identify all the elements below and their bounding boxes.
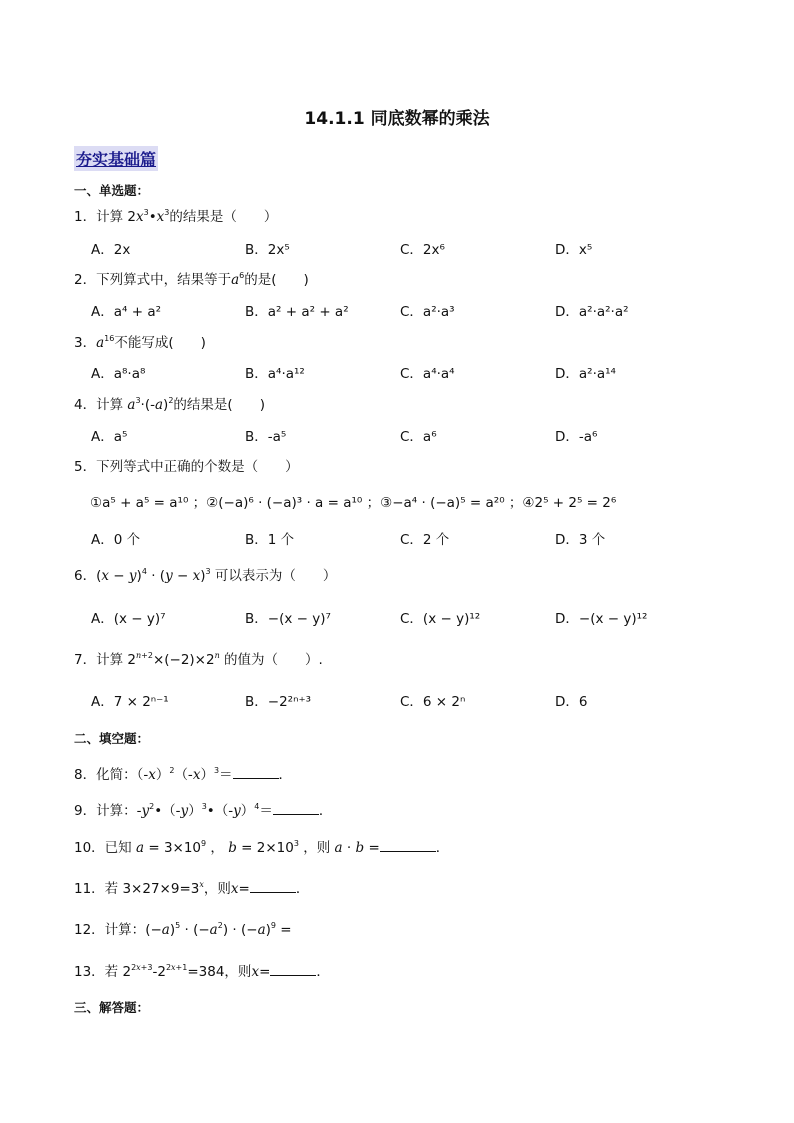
q10-mid: ，则	[303, 840, 331, 856]
heading-fill-blank: 二、填空题：	[74, 731, 150, 746]
q3-option-b[interactable]: B．a⁴·a¹²	[245, 366, 305, 382]
q4-option-c[interactable]: C．a⁶	[400, 429, 437, 445]
q13-answer-blank[interactable]	[270, 963, 316, 976]
q4-option-a[interactable]: A．a⁵	[91, 429, 128, 445]
question-6: 6．$(x - y)^4 \cdot (y - x)^3$ 可以表示为（ ）	[74, 567, 337, 584]
q10-prefix: 10．已知	[74, 840, 132, 856]
question-11: 11．若 $3\times 27\times 9=3^x$，则x= ．	[74, 880, 310, 897]
q4-suffix: 的结果是( )	[173, 397, 265, 413]
q6-option-c[interactable]: C．(x − y)¹²	[400, 611, 481, 627]
q12-prefix: 12．计算：	[74, 922, 146, 938]
q9-prefix: 9．计算：	[74, 803, 137, 819]
q7-option-d[interactable]: D．6	[555, 694, 588, 710]
q9-answer-blank[interactable]	[273, 802, 319, 815]
q2-option-d[interactable]: D．a²·a²·a²	[555, 304, 629, 320]
page-title: 14.1.1 同底数幂的乘法	[304, 109, 490, 129]
q8-prefix: 8．化简：（	[74, 767, 144, 783]
q11-prefix: 11．若 3×27×9=3	[74, 881, 200, 897]
section-tag: 夯实基础篇	[74, 146, 158, 171]
q8-answer-blank[interactable]	[233, 766, 279, 779]
question-2: 2．下列算式中，结果等于$a^6$的是( )	[74, 271, 309, 288]
q6-prefix: 6．	[74, 568, 97, 584]
q2-option-b[interactable]: B．a² + a² + a²	[245, 304, 349, 320]
q4-option-d[interactable]: D．-a⁶	[555, 429, 598, 445]
q4-prefix: 4．计算	[74, 397, 124, 413]
question-10: 10．已知 $a = 3\times 10^9$ ， $b = 2\times 10^3$ ，则 a · b = ．	[74, 839, 450, 856]
question-3: 3．$a^{16}$不能写成( )	[74, 334, 206, 351]
q6-suffix: 可以表示为（ ）	[214, 568, 337, 584]
q1-option-c[interactable]: C．2x⁶	[400, 242, 445, 258]
q2-suffix: 的是( )	[244, 272, 309, 288]
q6-option-b[interactable]: B．−(x − y)⁷	[245, 611, 331, 627]
q8-suffix: ＝	[219, 767, 233, 783]
q7-prefix: 7．计算	[74, 652, 124, 668]
question-4: 4．计算 $a^3\cdot(-a)^2$的结果是( )	[74, 396, 265, 413]
question-9: 9．计算：$-y^2•(-y)^3•(-y)^4=$ ．	[74, 802, 333, 819]
q3-suffix: 不能写成( )	[114, 335, 206, 351]
q9-suffix: ＝	[259, 803, 273, 819]
q1-dot: •	[148, 209, 157, 225]
q10-suffix: =	[368, 840, 380, 856]
q5-option-d[interactable]: D．3 个	[555, 532, 606, 548]
q5-option-a[interactable]: A．0 个	[91, 532, 141, 548]
q1-prefix: 1．计算 2	[74, 209, 136, 225]
q13-mid: =384，则	[187, 964, 252, 980]
q5-statements: ①a⁵ + a⁵ = a¹⁰ ；②(−a)⁶ · (−a)³ · a = a¹⁰ ；③−a⁴ · (−a)⁵ = a²⁰ ；④2⁵ + 2⁵ = 2⁶	[90, 495, 617, 511]
heading-single-choice: 一、单选题：	[74, 183, 150, 198]
question-8: 8．化简：$(-x)^2(-x)^3=$ ．	[74, 766, 293, 783]
q7-option-a[interactable]: A．7 × 2ⁿ⁻¹	[91, 694, 169, 710]
q7-option-b[interactable]: B．−2²ⁿ⁺³	[245, 694, 311, 710]
q11-mid: ，则	[203, 881, 231, 897]
q6-option-d[interactable]: D．−(x − y)¹²	[555, 611, 648, 627]
q2-option-a[interactable]: A．a⁴ + a²	[91, 304, 161, 320]
q13-prefix: 13．若 2	[74, 964, 132, 980]
question-5: 5．下列等式中正确的个数是（ ）	[74, 459, 299, 475]
q13-suffix: =	[259, 964, 271, 980]
question-1: 1．计算 $2x^3•x^3$的结果是（ ）	[74, 208, 278, 225]
question-7: 7．计算 $2^{n+2}\times(-2)\times 2^n$ 的值为（ ）.	[74, 651, 323, 668]
q7-suffix: 的值为（ ）.	[224, 652, 323, 668]
q3-option-d[interactable]: D．a²·a¹⁴	[555, 366, 616, 382]
q4-option-b[interactable]: B．-a⁵	[245, 429, 287, 445]
q7-option-c[interactable]: C．6 × 2ⁿ	[400, 694, 466, 710]
q2-option-c[interactable]: C．a²·a³	[400, 304, 455, 320]
q1-option-d[interactable]: D．x⁵	[555, 242, 593, 258]
q5-option-b[interactable]: B．1 个	[245, 532, 295, 548]
q1-option-b[interactable]: B．2x⁵	[245, 242, 290, 258]
q6-option-a[interactable]: A．(x − y)⁷	[91, 611, 166, 627]
q11-answer-blank[interactable]	[250, 880, 296, 893]
q11-suffix: =	[238, 881, 250, 897]
q1-option-a[interactable]: A．2x	[91, 242, 131, 258]
q5-option-c[interactable]: C．2 个	[400, 532, 450, 548]
q2-prefix: 2．下列算式中，结果等于	[74, 272, 232, 288]
q3-option-c[interactable]: C．a⁴·a⁴	[400, 366, 455, 382]
heading-solve: 三、解答题：	[74, 1000, 150, 1015]
q10-answer-blank[interactable]	[380, 839, 436, 852]
question-13: 13．若 $2^{2x+3}-2^{2x+1}=384$，则x= ．	[74, 963, 330, 980]
q1-suffix: 的结果是（ ）	[169, 209, 278, 225]
question-12: 12．计算：$(-a)^5 \cdot (-a^2) \cdot (-a)^9$ =	[74, 921, 292, 938]
q3-option-a[interactable]: A．a⁸·a⁸	[91, 366, 146, 382]
